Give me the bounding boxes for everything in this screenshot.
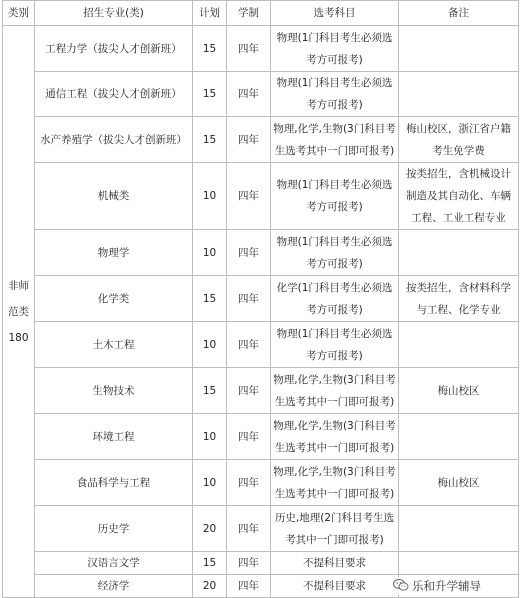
years-cell: 四年 xyxy=(227,163,271,230)
years-cell: 四年 xyxy=(227,414,271,460)
major-cell: 水产养殖学（拔尖人才创新班） xyxy=(35,117,193,163)
major-cell: 汉语言文学 xyxy=(35,552,193,575)
table-row xyxy=(3,72,519,117)
major-cell: 历史学 xyxy=(35,506,193,552)
table-row xyxy=(3,414,519,460)
table-row xyxy=(3,460,519,506)
plan-cell: 10 xyxy=(193,460,227,506)
note-cell xyxy=(399,322,519,368)
years-cell: 四年 xyxy=(227,460,271,506)
plan-cell: 10 xyxy=(193,414,227,460)
years-cell: 四年 xyxy=(227,506,271,552)
major-cell: 环境工程 xyxy=(35,414,193,460)
plan-cell: 20 xyxy=(193,506,227,552)
header-subjects: 选考科目 xyxy=(271,1,399,26)
subjects-cell: 化学(1门科目考生必须选考方可报考) xyxy=(271,276,399,322)
table-row xyxy=(3,322,519,368)
note-cell xyxy=(399,506,519,552)
table-row xyxy=(3,552,519,575)
category-cell: 非师范类180 xyxy=(3,26,35,598)
plan-cell: 10 xyxy=(193,163,227,230)
note-cell xyxy=(399,414,519,460)
subjects-cell: 物理(1门科目考生必须选考方可报考) xyxy=(271,230,399,276)
subjects-cell: 物理(1门科目考生必须选考方可报考) xyxy=(271,26,399,72)
header-category: 类别 xyxy=(3,1,35,26)
watermark xyxy=(390,577,484,595)
subjects-cell: 物理,化学,生物(3门科目考生选考其中一门即可报考) xyxy=(271,117,399,163)
subjects-cell: 物理(1门科目考生必须选考方可报考) xyxy=(271,72,399,117)
subjects-cell: 物理,化学,生物(3门科目考生选考其中一门即可报考) xyxy=(271,460,399,506)
note-cell xyxy=(399,230,519,276)
plan-cell: 15 xyxy=(193,117,227,163)
table-row xyxy=(3,276,519,322)
major-cell: 经济学 xyxy=(35,575,193,598)
table-row xyxy=(3,230,519,276)
years-cell: 四年 xyxy=(227,368,271,414)
major-cell: 土木工程 xyxy=(35,322,193,368)
admission-table xyxy=(2,0,519,598)
subjects-cell: 物理(1门科目考生必须选考方可报考) xyxy=(271,322,399,368)
note-cell: 梅山校区，浙江省户籍考生免学费 xyxy=(399,117,519,163)
table-row xyxy=(3,163,519,230)
table-row xyxy=(3,26,519,72)
table-row xyxy=(3,117,519,163)
note-cell: 梅山校区 xyxy=(399,368,519,414)
table-row xyxy=(3,506,519,552)
major-cell: 化学类 xyxy=(35,276,193,322)
note-cell: 梅山校区 xyxy=(399,460,519,506)
years-cell: 四年 xyxy=(227,575,271,598)
years-cell: 四年 xyxy=(227,117,271,163)
major-cell: 通信工程（拔尖人才创新班） xyxy=(35,72,193,117)
plan-cell: 15 xyxy=(193,72,227,117)
subjects-cell: 物理,化学,生物(3门科目考生选考其中一门即可报考) xyxy=(271,368,399,414)
subjects-cell: 历史,地理(2门科目考生选考其中一门即可报考) xyxy=(271,506,399,552)
note-cell: 按类招生，含材料科学与工程、化学专业 xyxy=(399,276,519,322)
table-row xyxy=(3,368,519,414)
subjects-cell: 物理,化学,生物(3门科目考生选考其中一门即可报考) xyxy=(271,414,399,460)
plan-cell: 15 xyxy=(193,26,227,72)
plan-cell: 15 xyxy=(193,276,227,322)
wechat-icon xyxy=(393,578,412,595)
plan-cell: 10 xyxy=(193,230,227,276)
years-cell: 四年 xyxy=(227,276,271,322)
major-cell: 工程力学（拔尖人才创新班） xyxy=(35,26,193,72)
years-cell: 四年 xyxy=(227,72,271,117)
header-row xyxy=(3,1,519,26)
major-cell: 机械类 xyxy=(35,163,193,230)
major-cell: 物理学 xyxy=(35,230,193,276)
subjects-cell: 不提科目要求 xyxy=(271,552,399,575)
header-years: 学制 xyxy=(227,1,271,26)
years-cell: 四年 xyxy=(227,230,271,276)
plan-cell: 15 xyxy=(193,552,227,575)
years-cell: 四年 xyxy=(227,26,271,72)
plan-cell: 10 xyxy=(193,322,227,368)
years-cell: 四年 xyxy=(227,552,271,575)
note-cell xyxy=(399,72,519,117)
note-cell xyxy=(399,26,519,72)
note-cell: 按类招生，含机械设计制造及其自动化、车辆工程、工业工程专业 xyxy=(399,163,519,230)
years-cell: 四年 xyxy=(227,322,271,368)
subjects-cell: 不提科目要求 xyxy=(271,575,399,598)
header-major: 招生专业(类) xyxy=(35,1,193,26)
header-note: 备注 xyxy=(399,1,519,26)
plan-cell: 20 xyxy=(193,575,227,598)
major-cell: 生物技术 xyxy=(35,368,193,414)
header-plan: 计划 xyxy=(193,1,227,26)
watermark-text: 乐和升学辅导 xyxy=(412,579,481,593)
subjects-cell: 物理(1门科目考生必须选考方可报考) xyxy=(271,163,399,230)
major-cell: 食品科学与工程 xyxy=(35,460,193,506)
plan-cell: 15 xyxy=(193,368,227,414)
note-cell xyxy=(399,552,519,575)
